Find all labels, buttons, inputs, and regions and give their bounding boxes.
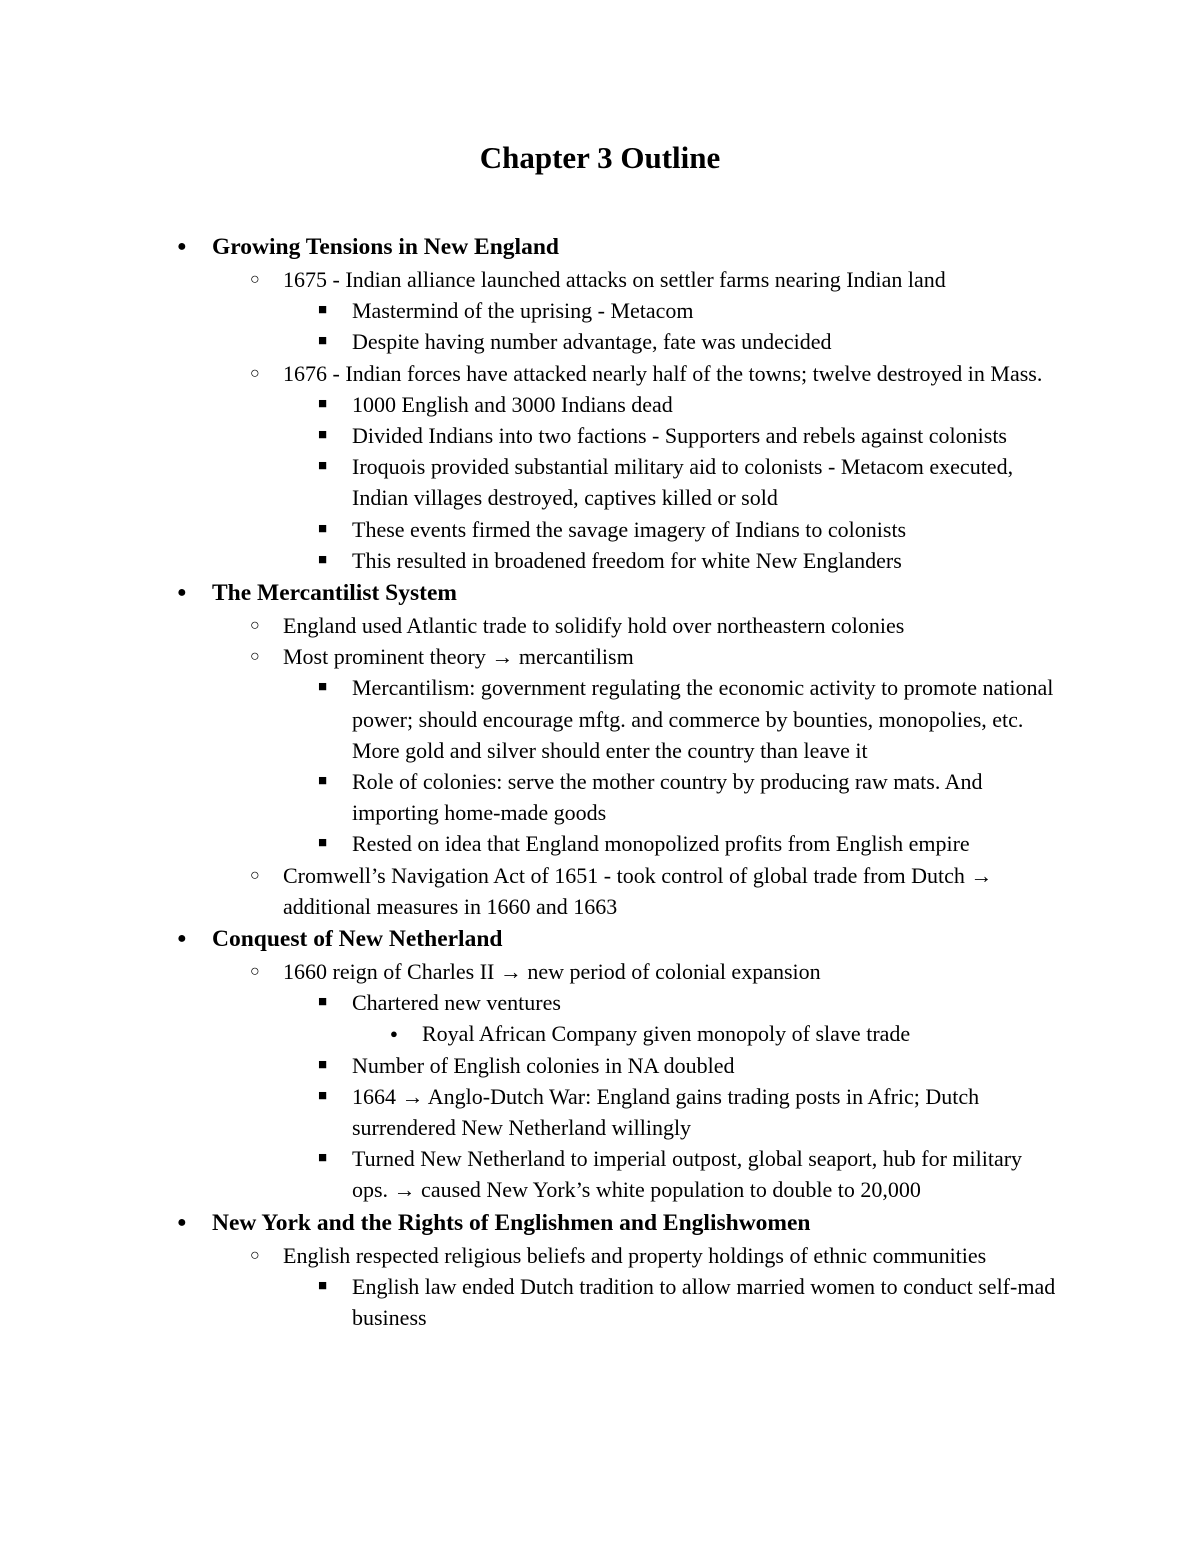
- outline-item-level-1: [0, 230, 1200, 264]
- bullet-marker-icon: ○: [250, 963, 260, 981]
- outline-item-text: 1675 - Indian alliance launched attacks on settler farms nearing Indian land: [283, 267, 946, 292]
- outline-item-level-4: [0, 1018, 1200, 1049]
- outline-item-text: Mercantilism: government regulating the economic activity to promote national power; should encourage mftg. and commerce by bounties, monopolies, etc. More gold and silver should enter the country than leave it: [352, 675, 1054, 763]
- outline-item-level-1: [0, 576, 1200, 610]
- outline-item-level-2: [0, 956, 1200, 987]
- outline-item-text: 1000 English and 3000 Indians dead: [352, 391, 673, 417]
- outline-item-text: Iroquois provided substantial military aid to colonists - Metacom executed, Indian villages destroyed, captives killed or sold: [352, 454, 1014, 511]
- outline-item-text: Chartered new ventures: [352, 990, 561, 1016]
- bullet-marker-icon: ○: [250, 866, 260, 884]
- outline-item-level-3: [0, 766, 1200, 828]
- outline-item-level-2: [0, 610, 1200, 641]
- bullet-marker-icon: ■: [318, 551, 328, 568]
- outline-item-level-3: [0, 545, 1200, 576]
- bullet-marker-icon: ■: [318, 1087, 328, 1104]
- bullet-marker-icon: ●: [177, 930, 187, 948]
- bullet-marker-icon: ●: [177, 1213, 187, 1231]
- bullet-marker-icon: ■: [318, 1150, 328, 1167]
- outline-item-level-3: [0, 828, 1200, 859]
- outline-item-text: English respected religious beliefs and property holdings of ethnic communities: [283, 1242, 987, 1268]
- bullet-marker-icon: ■: [318, 333, 328, 350]
- outline-item-level-3: [0, 514, 1200, 545]
- outline-item-level-2: [0, 641, 1200, 672]
- outline-item-text: This resulted in broadened freedom for white New Englanders: [352, 547, 902, 573]
- outline-item-level-3: [0, 1143, 1200, 1205]
- outline-item-text: 1676 - Indian forces have attacked nearly half of the towns; twelve destroyed in Mass.: [283, 360, 1043, 386]
- bullet-marker-icon: ○: [250, 648, 260, 666]
- outline-item-text: Divided Indians into two factions - Supporters and rebels against colonists: [352, 423, 1007, 449]
- outline-item-text: 1664 → Anglo-Dutch War: England gains trading posts in Afric; Dutch surrendered New Netherland willingly: [352, 1083, 980, 1141]
- outline-item-level-3: [0, 451, 1200, 513]
- outline-item-level-2: [0, 860, 1200, 922]
- bullet-marker-icon: ○: [250, 617, 260, 635]
- outline-item-level-3: [0, 1050, 1200, 1081]
- outline-item-level-2: [0, 358, 1200, 389]
- outline-item-level-1: [0, 922, 1200, 956]
- outline-item-text: New York and the Rights of Englishmen and Englishwomen: [212, 1209, 811, 1236]
- outline-item-level-3: [0, 326, 1200, 357]
- outline-item-level-3: [0, 420, 1200, 451]
- bullet-marker-icon: ■: [318, 520, 328, 537]
- outline-item-level-1: [0, 1206, 1200, 1240]
- outline-item-text: Number of English colonies in NA doubled: [352, 1052, 735, 1078]
- bullet-marker-icon: ●: [177, 238, 187, 255]
- outline-list: [0, 230, 1200, 1333]
- bullet-marker-icon: ■: [318, 679, 328, 696]
- outline-item-level-3: [0, 1271, 1200, 1333]
- bullet-marker-icon: ■: [318, 994, 328, 1011]
- outline-item-text: English law ended Dutch tradition to allow married women to conduct self-mad business: [352, 1273, 1056, 1331]
- outline-item-level-3: [0, 389, 1200, 420]
- outline-item-text: Conquest of New Netherland: [212, 926, 503, 953]
- outline-item-text: England used Atlantic trade to solidify hold over northeastern colonies: [283, 613, 905, 639]
- outline-item-text: Most prominent theory → mercantilism: [283, 644, 634, 670]
- outline-item-level-2: [0, 1240, 1200, 1271]
- outline-item-text: The Mercantilist System: [212, 580, 457, 607]
- bullet-marker-icon: ●: [177, 584, 187, 602]
- bullet-marker-icon: ■: [318, 1277, 328, 1294]
- outline-item-level-3: [0, 987, 1200, 1018]
- outline-item-level-3: [0, 1081, 1200, 1143]
- bullet-marker-icon: ○: [250, 1246, 260, 1264]
- bullet-marker-icon: ■: [318, 773, 328, 790]
- outline-item-level-3: [0, 295, 1200, 326]
- page-title: Chapter 3 Outline: [479, 140, 721, 175]
- outline-item-text: 1660 reign of Charles II → new period of colonial expansion: [283, 959, 821, 985]
- outline-item-level-3: [0, 672, 1200, 766]
- bullet-marker-icon: ■: [318, 302, 328, 319]
- bullet-marker-icon: ○: [250, 364, 260, 382]
- outline-item-level-2: [0, 264, 1200, 295]
- outline-item-text: Despite having number advantage, fate was undecided: [352, 329, 832, 355]
- outline-item-text: Role of colonies: serve the mother country by producing raw mats. And importing home-made goods: [352, 769, 983, 826]
- outline-item-text: Growing Tensions in New England: [212, 234, 559, 260]
- outline-item-text: Mastermind of the uprising - Metacom: [352, 298, 694, 324]
- bullet-marker-icon: ■: [318, 1056, 328, 1073]
- bullet-marker-icon: ■: [318, 835, 328, 852]
- bullet-marker-icon: ●: [390, 1026, 398, 1042]
- bullet-marker-icon: ○: [250, 271, 260, 288]
- outline-item-text: Cromwell’s Navigation Act of 1651 - took control of global trade from Dutch → additional measures in 1660 and 1663: [283, 862, 993, 919]
- bullet-marker-icon: ■: [318, 427, 328, 444]
- outline-item-text: These events firmed the savage imagery of Indians to colonists: [352, 516, 907, 542]
- outline-item-text: Turned New Netherland to imperial outpost, global seaport, hub for military ops. → caused New York’s white population to double to 20,000: [352, 1146, 1023, 1203]
- outline-item-text: Royal African Company given monopoly of slave trade: [422, 1021, 911, 1047]
- bullet-marker-icon: ■: [318, 395, 328, 412]
- bullet-marker-icon: ■: [318, 458, 328, 475]
- outline-item-text: Rested on idea that England monopolized profits from English empire: [352, 831, 970, 857]
